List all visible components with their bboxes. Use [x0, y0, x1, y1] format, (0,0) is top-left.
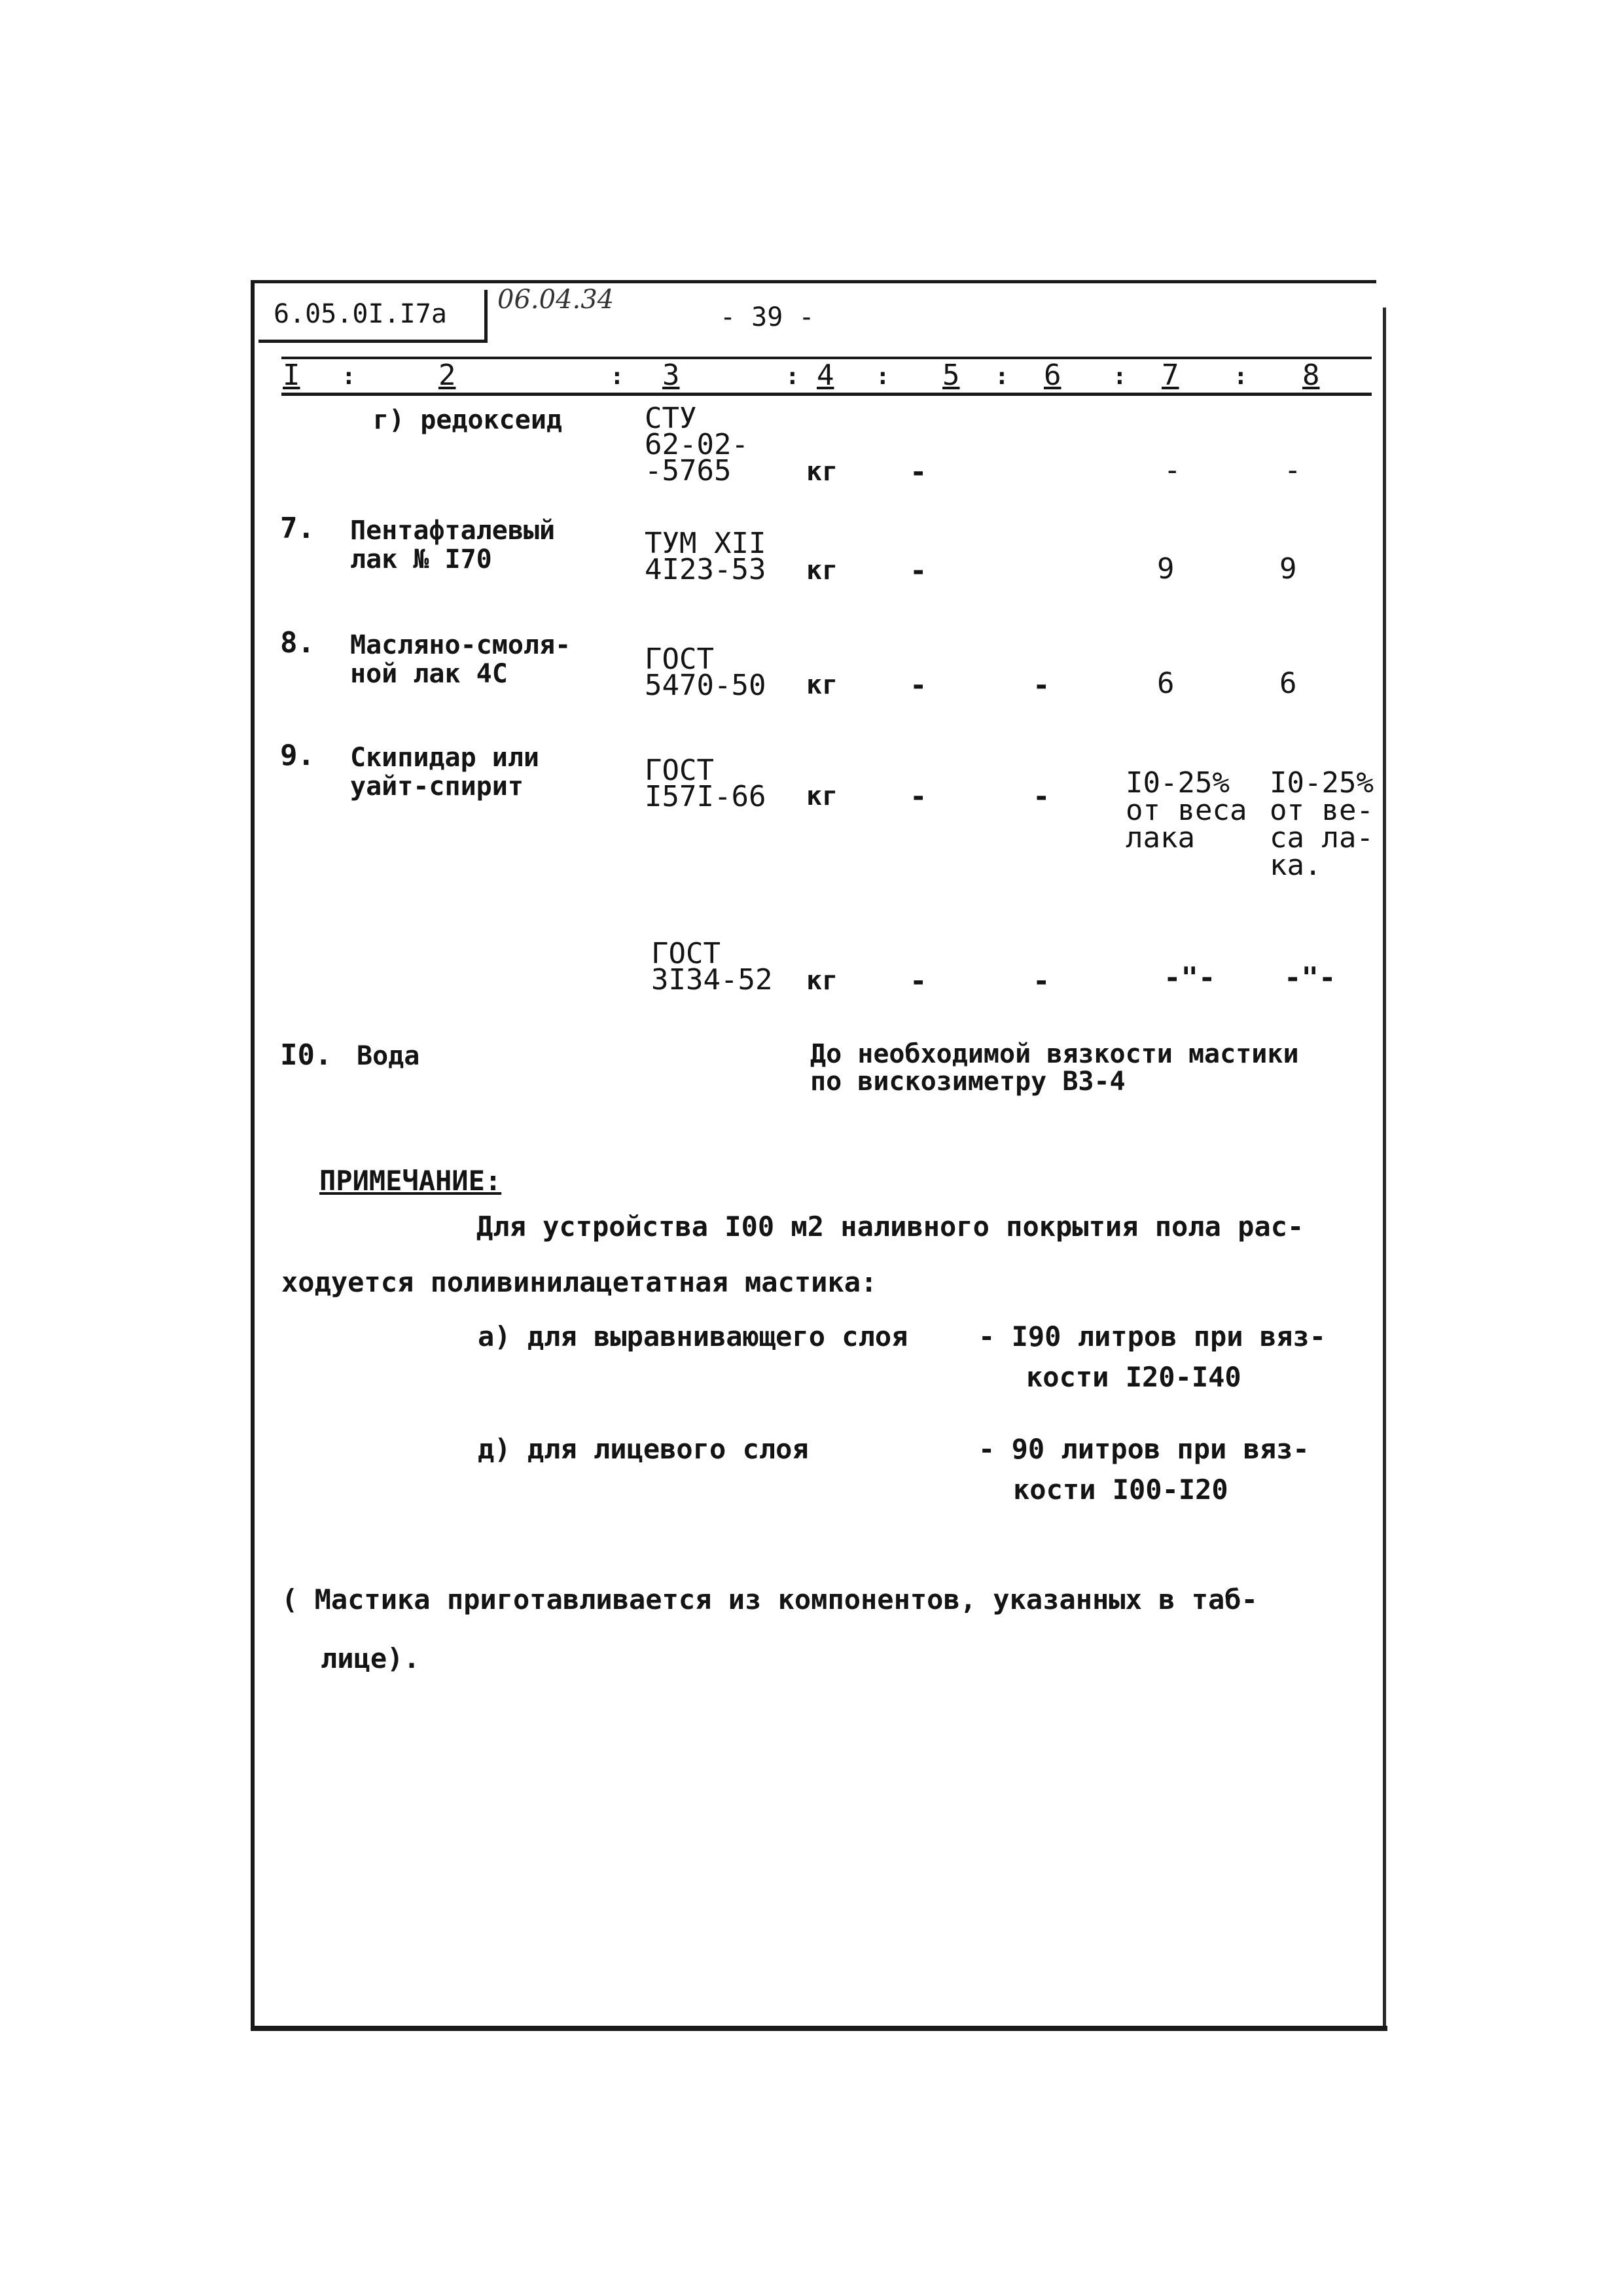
material-name: Масляно-смоля- ной лак 4С	[350, 630, 571, 689]
unit: кг	[806, 670, 838, 700]
note-item-a-value: кости I20-I40	[1026, 1361, 1241, 1393]
col5-value: -	[910, 669, 927, 702]
note-item-b-value: кости I00-I20	[1013, 1474, 1228, 1506]
col8-value: -	[1284, 453, 1302, 487]
col7-value: -	[1164, 453, 1181, 487]
col6-value: -	[1033, 964, 1050, 998]
col7-value: -"-	[1164, 961, 1216, 995]
handwritten-date: 06.04.34	[497, 285, 615, 315]
col8-value: 6	[1279, 667, 1297, 700]
col-number-6: 6	[1044, 359, 1061, 392]
standard-ref: ГОСТ 3I34-52	[651, 937, 773, 997]
row-number: 7.	[280, 512, 315, 545]
row-number: I0.	[280, 1038, 332, 1072]
doc-code: 6.05.0I.I7a	[274, 299, 447, 329]
col-separator: :	[785, 363, 800, 390]
col-separator: :	[342, 363, 356, 390]
col-number-5: 5	[942, 359, 960, 392]
frame-bottom-border	[251, 2026, 1387, 2031]
col5-value: -	[910, 964, 927, 998]
water-note: До необходимой вязкости мастики по вискозиметру ВЗ-4	[810, 1039, 1299, 1097]
note-item-b-label: д) для лицевого слоя	[478, 1433, 809, 1465]
col-number-4: 4	[817, 359, 834, 392]
material-name: Скипидар или уайт-спирит	[350, 743, 539, 802]
col6-value: -	[1033, 780, 1050, 813]
note-item-b-value: - 90 литров при вяз-	[978, 1433, 1310, 1465]
frame-left-border	[251, 280, 255, 2031]
standard-ref: ГОСТ 5470-50	[645, 643, 766, 702]
col-separator: :	[1234, 363, 1248, 390]
note-line: Для устройства I00 м2 наливного покрытия пола рас-	[476, 1210, 1304, 1243]
material-name: г) редоксеид	[373, 405, 562, 435]
frame-right-border	[1383, 308, 1386, 2031]
material-name: Вода	[357, 1041, 420, 1071]
col8-value: I0-25% от ве- са ла- ка.	[1270, 766, 1374, 882]
col6-value: -	[1033, 669, 1050, 702]
unit: кг	[806, 457, 838, 487]
col5-value: -	[910, 780, 927, 813]
footer-note: лице).	[321, 1642, 420, 1674]
unit: кг	[806, 781, 838, 811]
standard-ref: СТУ 62-02- -5765	[645, 402, 749, 487]
col7-value: I0-25% от веса лака	[1126, 766, 1247, 855]
footer-note: ( Мастика приготавливается из компонентов, указанных в таб-	[281, 1583, 1258, 1616]
col-number-7: 7	[1162, 359, 1179, 392]
material-name: Пентафталевый лак № I70	[350, 516, 556, 574]
col-separator: :	[876, 363, 890, 390]
table-header-bottom-rule	[281, 393, 1372, 396]
table-header-row	[281, 359, 1372, 393]
col-separator: :	[610, 363, 624, 390]
col8-value: -"-	[1284, 961, 1336, 995]
col5-value: -	[910, 455, 927, 489]
row-number: 9.	[280, 739, 315, 772]
col7-value: 6	[1157, 667, 1175, 700]
col-number-1: I	[283, 359, 300, 392]
standard-ref: ГОСТ I57I-66	[645, 754, 766, 813]
col7-value: 9	[1157, 552, 1175, 586]
note-item-a-value: - I90 литров при вяз-	[978, 1320, 1327, 1352]
note-line: ходуется поливинилацетатная мастика:	[281, 1266, 878, 1298]
col-number-8: 8	[1302, 359, 1320, 392]
col5-value: -	[910, 554, 927, 588]
col-number-2: 2	[438, 359, 456, 392]
unit: кг	[806, 966, 838, 996]
note-heading: ПРИМЕЧАНИЕ:	[319, 1165, 502, 1197]
col-separator: :	[1113, 363, 1127, 390]
page-number: - 39 -	[720, 302, 815, 332]
frame-top-border	[251, 280, 1376, 283]
unit: кг	[806, 556, 838, 586]
col8-value: 9	[1279, 552, 1297, 586]
col-number-3: 3	[662, 359, 680, 392]
note-item-a-label: а) для выравнивающего слоя	[478, 1320, 908, 1352]
col-separator: :	[995, 363, 1009, 390]
standard-ref: ТУМ XII 4I23-53	[645, 527, 766, 586]
row-number: 8.	[280, 626, 315, 660]
